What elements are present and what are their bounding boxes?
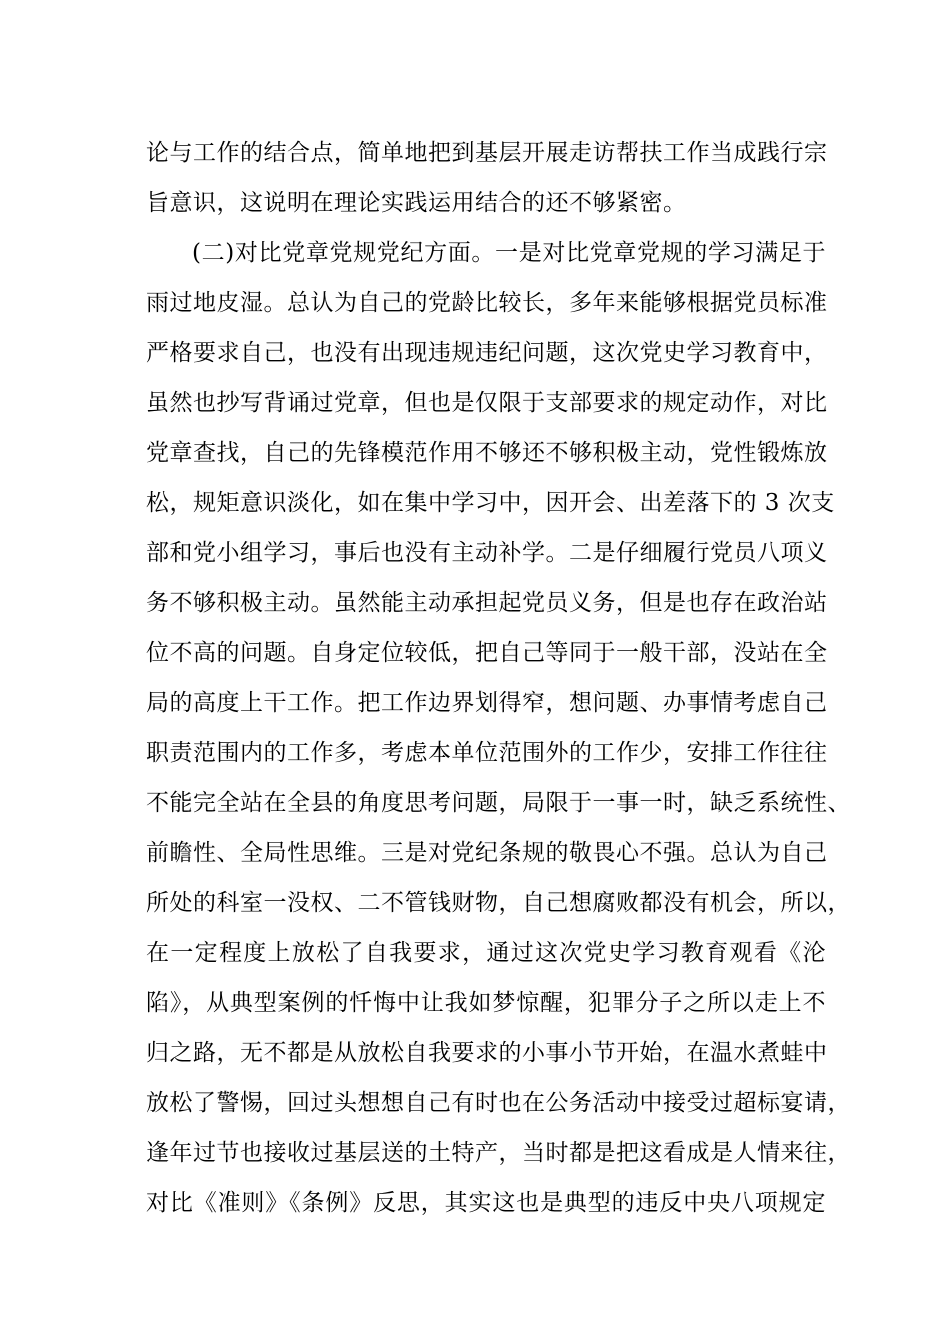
text-line: 位不高的问题。自身定位较低，把自己等同于一般干部，没站在全: [146, 640, 828, 666]
text-line: 虽然也抄写背诵过党章，但也是仅限于支部要求的规定动作，对比: [146, 390, 828, 416]
text-line: 务不够积极主动。虽然能主动承担起党员义务，但是也存在政治站: [146, 590, 828, 616]
text-line: 旨意识，这说明在理论实践运用结合的还不够紧密。: [146, 190, 687, 216]
text-line: 职责范围内的工作多，考虑本单位范围外的工作少，安排工作往往: [146, 740, 828, 766]
text-line: 归之路，无不都是从放松自我要求的小事小节开始，在温水煮蛙中: [146, 1040, 828, 1066]
text-line: 逢年过节也接收过基层送的土特产，当时都是把这看成是人情来往，: [146, 1140, 851, 1166]
text-line: 放松了警惕，回过头想想自己有时也在公务活动中接受过超标宴请，: [146, 1090, 851, 1116]
text-line: 松，规矩意识淡化，如在集中学习中，因开会、出差落下的 3 次支: [146, 490, 835, 516]
body-text: [146, 128, 851, 1228]
text-line: 在一定程度上放松了自我要求，通过这次党史学习教育观看《沦: [146, 940, 826, 966]
text-line: 对比《准则》《条例》反思，其实这也是典型的违反中央八项规定: [146, 1190, 826, 1216]
text-line: 论与工作的结合点，简单地把到基层开展走访帮扶工作当成践行宗: [146, 140, 828, 166]
text-line: 党章查找，自己的先锋模范作用不够还不够积极主动，党性锻炼放: [146, 440, 828, 466]
text-line: 严格要求自己，也没有出现违规违纪问题，这次党史学习教育中，: [146, 340, 828, 366]
section-heading-line: (二)对比党章党规党纪方面。一是对比党章党规的学习满足于: [192, 240, 826, 266]
text-line: 前瞻性、全局性思维。三是对党纪条规的敬畏心不强。总认为自己: [146, 840, 828, 866]
text-line: 局的高度上干工作。把工作边界划得窄，想问题、办事情考虑自己: [146, 690, 828, 716]
text-line: 部和党小组学习，事后也没有主动补学。二是仔细履行党员八项义: [146, 540, 828, 566]
text-line: 不能完全站在全县的角度思考问题，局限于一事一时，缺乏系统性、: [146, 790, 851, 816]
text-line: 雨过地皮湿。总认为自己的党龄比较长，多年来能够根据党员标准: [146, 290, 828, 316]
text-line: 陷》，从典型案例的忏悔中让我如梦惊醒，犯罪分子之所以走上不: [146, 990, 826, 1016]
text-line: 所处的科室一没权、二不管钱财物，自己想腐败都没有机会，所以，: [146, 890, 851, 916]
